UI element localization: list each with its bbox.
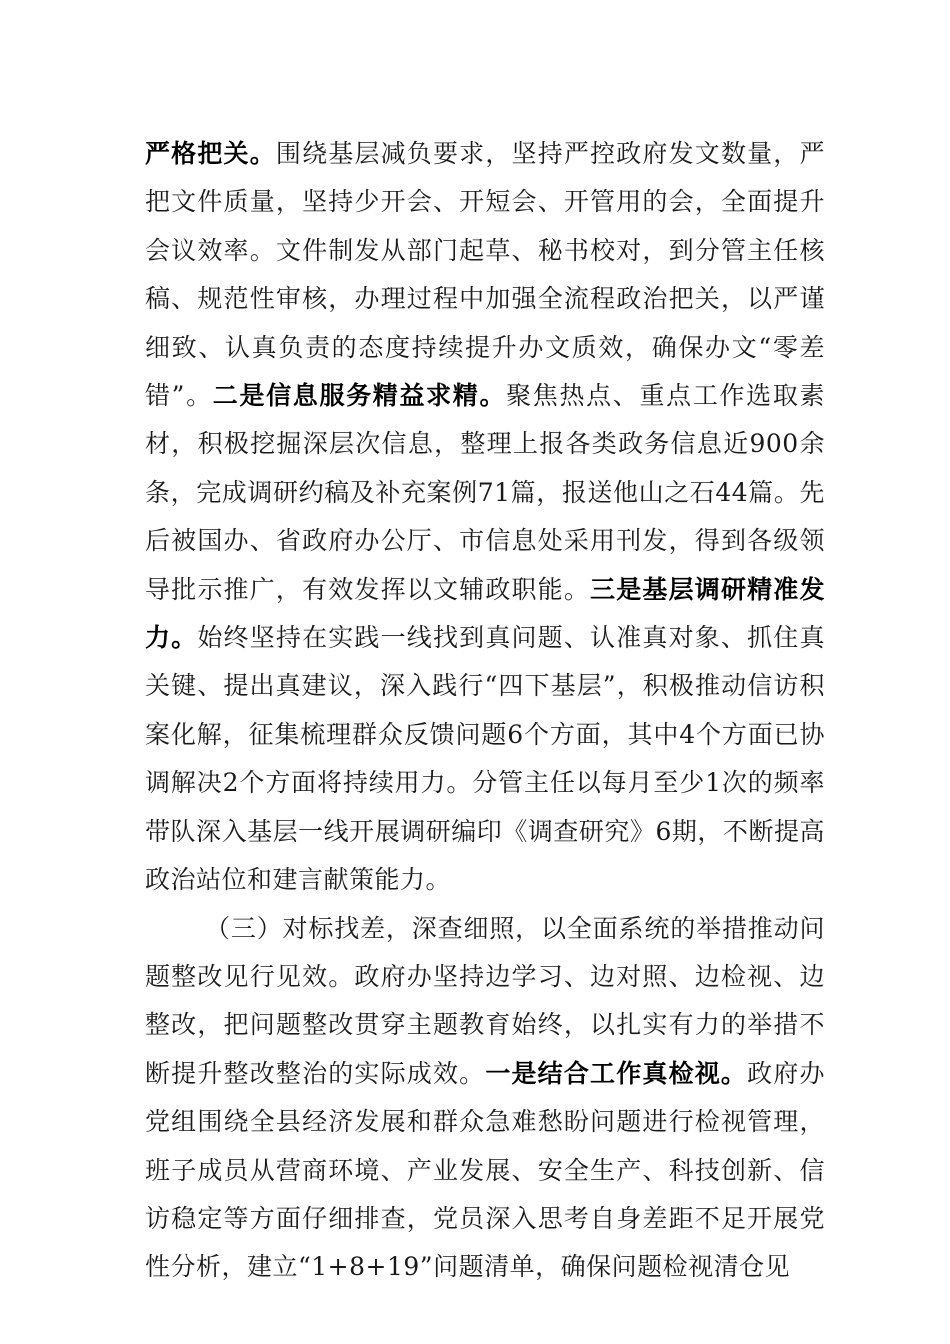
paragraph-text: 始终坚持在实践一线找到真问题、认准真对象、抓住真关键、提出真建议，深入践行“四下基层”，积极推动信访积案化解，征集梳理群众反馈问题6个方面，其中4个方面已协调解决2个方面将持续用力。分管主任以每月至少1次的频率带队深入基层一线开展调研编印《调查研究》6期，不断提高政治站位和建言献策能力。 xyxy=(145,623,825,895)
paragraph-text: 政府办党组围绕全县经济发展和群众急难愁盼问题进行检视管理，班子成员从营商环境、产业发展、安全生产、科技创新、信访稳定等方面仔细排查，党员深入思考自身差距不足开展党性分析，建立“1+8+19”问题清单，确保问题检视清仓见 xyxy=(145,1058,825,1282)
paragraph-text: 围绕基层减负要求，坚持严控政府发文数量，严把文件质量，坚持少开会、开短会、开管用的会，全面提升会议效率。文件制发从部门起草、秘书校对，到分管主任核稿、规范性审核，办理过程中加强全流程政治把关，以严谨细致、认真负责的态度持续提升办文质效，确保办文“零差错”。 xyxy=(145,139,825,411)
body-text xyxy=(145,130,825,1292)
bold-heading-information-service: 二是信息服务精益求精。 xyxy=(212,381,507,411)
section-heading-three: （三）对标找差，深查细照，以全面系统的举措推动问题整改见行见效。政府办坚持边学习、边对照、边检视、边整改，把问题整改贯穿主题教育始终，以扎实有力的举措不断提升整改整治的实际成效。 xyxy=(145,913,825,1088)
bold-heading-work-review: 一是结合工作真检视。 xyxy=(485,1058,748,1088)
paragraph-1 xyxy=(145,130,825,905)
bold-heading-strict-check: 严格把关。 xyxy=(145,139,276,168)
bold-heading-grassroots-research: 三是基层调研精准发力。 xyxy=(145,574,825,653)
paragraph-2 xyxy=(145,905,825,1292)
paragraph-text: 聚焦热点、重点工作选取素材，积极挖掘深层次信息，整理上报各类政务信息近900余条，完成调研约稿及补充案例71篇，报送他山之石44篇。先后被国办、省政府办公厅、市信息处采用刊发，得到各级领导批示推广，有效发挥以文辅政职能。 xyxy=(145,381,825,604)
